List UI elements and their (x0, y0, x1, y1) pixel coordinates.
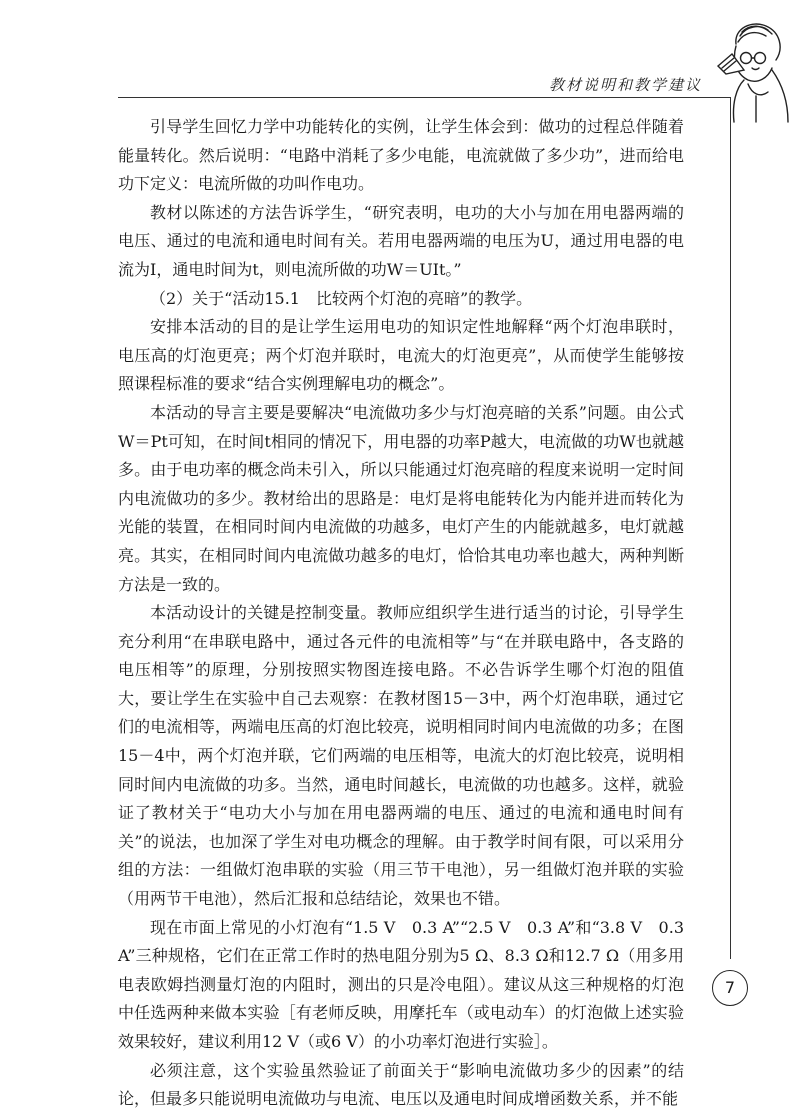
reading-figure-icon (696, 14, 796, 124)
paragraph: 本活动设计的关键是控制变量。教师应组织学生进行适当的讨论，引导学生充分利用“在串联电路中，通过各元件的电流相等”与“在并联电路中，各支路的电压相等”的原理，分别按照实物图连接电路。不必告诉学生哪个灯泡的阻值大，要让学生在实验中自己去观察：在教材图15－3中，两个灯泡串联，通过它们的电流相等，两端电压高的灯泡比较亮，说明相同时间内电流做的功多；在图15－4中，两个灯泡并联，它们两端的电压相等，电流大的灯泡比较亮，说明相同时间内电流做的功多。当然，通电时间越长，电流做的功也越多。这样，就验证了教材关于“电功大小与加在用电器两端的电压、通过的电流和通电时间有关”的说法，也加深了学生对电功概念的理解。由于教学时间有限，可以采用分组的方法：一组做灯泡串联的实验（用三节干电池），另一组做灯泡并联的实验（用两节干电池），然后汇报和总结结论，效果也不错。 (118, 603, 684, 909)
paragraph: 必须注意，这个实验虽然验证了前面关于“影响电流做功多少的因素”的结论，但最多只能说明电流做功与电流、电压以及通电时间成增函数关系，并不能 (118, 1060, 684, 1109)
paragraph: 本活动的导言主要是要解决“电流做功多少与灯泡亮暗的关系”问题。由公式W＝Pt可知，在时间t相同的情况下，用电器的功率P越大，电流做的功W也就越多。由于电功率的概念尚未引入，所以只能通过灯泡亮暗的程度来说明一定时间内电流做功的多少。教材给出的思路是：电灯是将电能转化为内能并进而转化为光能的装置，在相同时间内电流做的功越多，电灯产生的内能就越多，电灯就越亮。其实，在相同时间内电流做功越多的电灯，恰恰其电功率也越大，两种判断方法是一致的。 (118, 402, 684, 594)
page-number: 7 (712, 970, 748, 1006)
paragraph: （2）关于“活动15.1 比较两个灯泡的亮暗”的教学。 (150, 288, 533, 308)
header-title: 教材说明和教学建议 (548, 76, 702, 94)
paragraph: 教材以陈述的方法告诉学生，“研究表明，电功的大小与加在用电器两端的电压、通过的电流和通电时间有关。若用电器两端的电压为U，通过用电器的电流为I，通电时间为t，则电流所做的功W＝UIt。” (118, 202, 684, 279)
body-text (118, 113, 684, 1114)
margin-divider (730, 97, 731, 959)
header-divider (118, 97, 730, 98)
paragraph: 安排本活动的目的是让学生运用电功的知识定性地解释“两个灯泡串联时，电压高的灯泡更亮；两个灯泡并联时，电流大的灯泡更亮”，从而使学生能够按照课程标准的要求“结合实例理解电功的概念”。 (118, 317, 684, 394)
paragraph: 引导学生回忆力学中功能转化的实例，让学生体会到：做功的过程总伴随着能量转化。然后说明：“电路中消耗了多少电能，电流就做了多少功”，进而给电功下定义：电流所做的功叫作电功。 (118, 117, 684, 194)
paragraph: 现在市面上常见的小灯泡有“1.5 V 0.3 A”“2.5 V 0.3 A”和“3.8 V 0.3 A”三种规格，它们在正常工作时的热电阻分别为5 Ω、8.3 Ω和12.7 Ω（用多用电表欧姆挡测量灯泡的内阻时，测出的只是冷电阻）。建议从这三种规格的灯泡中任选两种来做本实验［有老师反映，用摩托车（或电动车）的灯泡做上述实验效果较好，建议利用12 V（或6 V）的小功率灯泡进行实验］。 (118, 917, 684, 1051)
